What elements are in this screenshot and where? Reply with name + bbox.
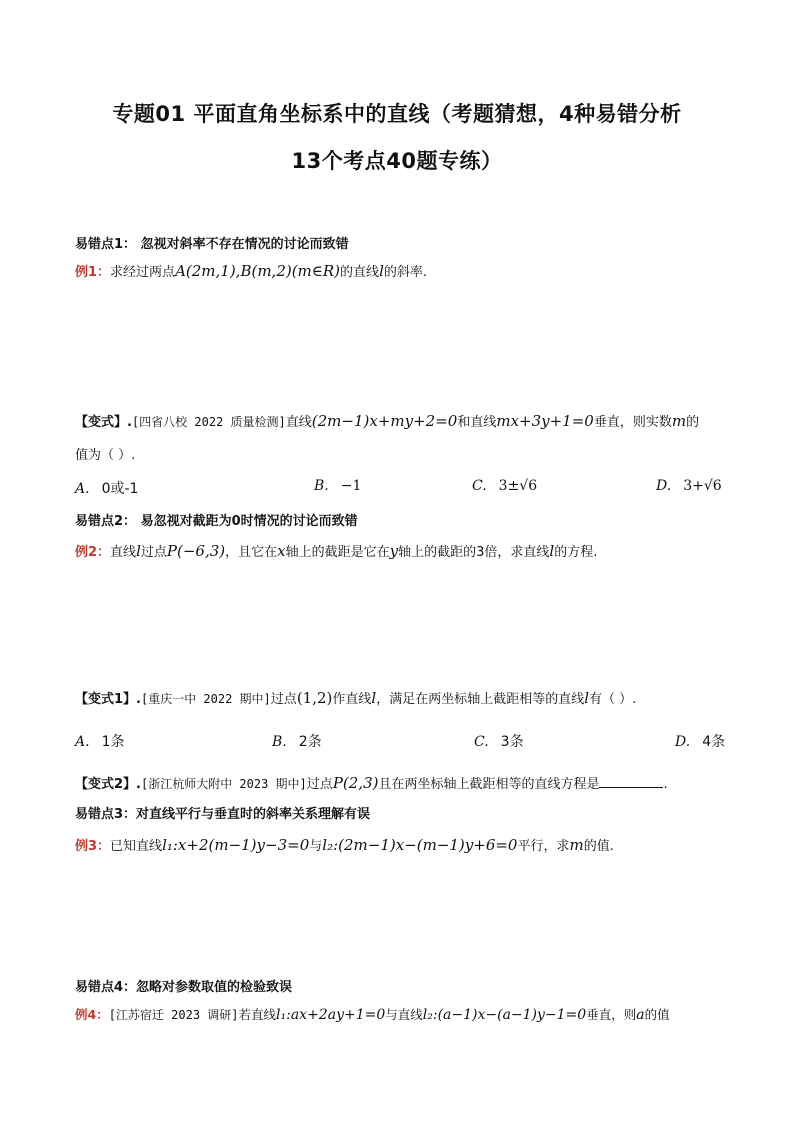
- option-s1-d: [656, 478, 722, 494]
- example2-text-b: 过点: [140, 545, 167, 560]
- example2-math-x: x: [277, 542, 286, 560]
- option-label: C.: [472, 478, 487, 494]
- example3-label: 例3：: [75, 839, 111, 854]
- example2-text-f: 的方程.: [554, 545, 598, 560]
- variant-s1-math-line1: (2m−1)x+my+2=0: [311, 412, 458, 430]
- example2-math-y: y: [389, 542, 399, 560]
- variant-s1-text-d: 的: [686, 415, 700, 430]
- variant2-s2-math-point: P(2,3): [332, 774, 379, 792]
- variant2-s2-text-a: 过点: [306, 777, 333, 792]
- example4-text-b: 与直线: [385, 1007, 423, 1022]
- option-label: B.: [314, 478, 329, 494]
- example1-label: 例1：: [75, 265, 111, 280]
- example3-text-b: 与: [309, 839, 323, 854]
- variant1-s2-math-l2: l: [584, 689, 590, 707]
- example2-label: 例2：: [75, 545, 111, 560]
- variant1-s2-source: [重庆一中 2022 期中]: [140, 692, 271, 706]
- section1-heading: 易错点1： 忽视对斜率不存在情况的讨论而致错: [75, 237, 349, 252]
- example3-math-l2: l₂:(2m−1)x−(m−1)y+6=0: [322, 836, 518, 854]
- example4-math-l2: l₂:(a−1)x−(a−1)y−1=0: [422, 1007, 587, 1023]
- example2-text-a: 直线: [110, 545, 137, 560]
- option-s2-a: [75, 731, 124, 751]
- option-label: D.: [675, 734, 691, 750]
- option-s2-b: [272, 731, 322, 751]
- variant2-s2-label: 【变式2】.: [75, 777, 141, 792]
- variant1-s2-text-b: 作直线: [332, 692, 372, 707]
- example1-math-points: A(2m,1),B(m,2)(m∈R): [175, 262, 341, 280]
- variant2-s2-text-end: .: [663, 777, 668, 792]
- example4-label: 例4：: [75, 1007, 109, 1022]
- variant1-s2-math-point: (1,2): [296, 689, 333, 707]
- example3-math-m: m: [569, 836, 584, 854]
- option-label: A.: [75, 734, 90, 750]
- answer-blank[interactable]: [599, 775, 663, 788]
- document-title-line2: 13个考点40题专练）: [291, 149, 503, 173]
- example3-math-l1: l₁:x+2(m−1)y−3=0: [162, 836, 310, 854]
- example4-text-d: 的值: [644, 1007, 670, 1022]
- example3: [75, 835, 614, 854]
- variant2-s2-source: [浙江杭师大附中 2023 期中]: [140, 777, 307, 791]
- option-value: 1条: [101, 734, 125, 750]
- example1-text-a: 求经过两点: [110, 265, 176, 280]
- section2-heading: 易错点2： 易忽视对截距为0时情况的讨论而致错: [75, 514, 358, 529]
- option-value: 0或-1: [101, 481, 139, 497]
- example1-text-c: 的斜率.: [383, 265, 428, 280]
- variant1-s2-text-d: 有（ ）.: [589, 692, 637, 707]
- example3-text-a: 已知直线: [110, 839, 163, 854]
- option-label: D.: [656, 478, 672, 494]
- variant-s1: [75, 411, 699, 430]
- option-label: A.: [75, 481, 90, 497]
- example2-math-l: l: [136, 542, 141, 560]
- example4-math-a: a: [636, 1007, 645, 1023]
- example1: [75, 261, 427, 280]
- section4-heading: 易错点4：忽略对参数取值的检验致误: [75, 980, 293, 995]
- variant1-s2-label: 【变式1】.: [75, 692, 141, 707]
- option-value: 3条: [500, 734, 524, 750]
- option-label: B.: [272, 734, 287, 750]
- example2-math-l2: l: [549, 542, 555, 560]
- example2: [75, 541, 597, 560]
- variant1-s2: [75, 688, 636, 707]
- variant1-s2-text-a: 过点: [270, 692, 297, 707]
- option-value: 3+√6: [683, 478, 722, 494]
- variant-s1-text-b: 和直线: [457, 415, 497, 430]
- example4-text-c: 垂直，则: [586, 1007, 637, 1022]
- example4: [75, 1005, 670, 1023]
- option-value: 2条: [298, 734, 322, 750]
- example1-math-l: l: [379, 262, 384, 280]
- option-value: 3±√6: [498, 478, 538, 494]
- variant-s1-math-m: m: [671, 412, 687, 430]
- section3-heading: 易错点3：对直线平行与垂直时的斜率关系理解有误: [75, 807, 371, 822]
- variant-s1-label: 【变式】.: [75, 415, 132, 430]
- option-s1-b: [314, 478, 361, 494]
- option-s2-c: [474, 731, 524, 751]
- document-title-line1: 专题01 平面直角坐标系中的直线（考题猜想，4种易错分析: [112, 102, 682, 126]
- variant-s1-math-line2: mx+3y+1=0: [496, 412, 594, 430]
- example2-text-e: 轴上的截距的3倍，求直线: [398, 545, 550, 560]
- example4-math-l1: l₁:ax+2ay+1=0: [276, 1007, 386, 1023]
- example1-text-b: 的直线: [340, 265, 380, 280]
- variant1-s2-math-l: l: [371, 689, 377, 707]
- variant2-s2-text-b: 且在两坐标轴上截距相等的直线方程是: [378, 777, 600, 792]
- option-value: 4条: [702, 734, 726, 750]
- variant-s1-text-c: 垂直，则实数: [593, 415, 672, 430]
- example4-source: [江苏宿迁 2023 调研]: [108, 1008, 239, 1022]
- variant1-s2-text-c: ，满足在两坐标轴上截距相等的直线: [376, 692, 585, 707]
- variant-s1-source: [四省八校 2022 质量检测]: [131, 415, 286, 429]
- option-s1-a: [75, 478, 138, 498]
- example3-text-c: 平行，求: [517, 839, 570, 854]
- variant-s1-line2: 值为（ ）.: [75, 448, 136, 463]
- example4-text-a: 若直线: [238, 1007, 277, 1022]
- variant-s1-text-a: 直线: [285, 415, 312, 430]
- example2-math-point: P(−6,3): [166, 542, 226, 560]
- example2-text-d: 轴上的截距是它在: [285, 545, 390, 560]
- variant2-s2: [75, 773, 668, 792]
- option-value: −1: [340, 478, 362, 494]
- example3-text-d: 的值.: [583, 839, 614, 854]
- option-label: C.: [474, 734, 489, 750]
- example2-text-c: ，且它在: [225, 545, 278, 560]
- option-s2-d: [675, 731, 725, 751]
- option-s1-c: [472, 478, 537, 494]
